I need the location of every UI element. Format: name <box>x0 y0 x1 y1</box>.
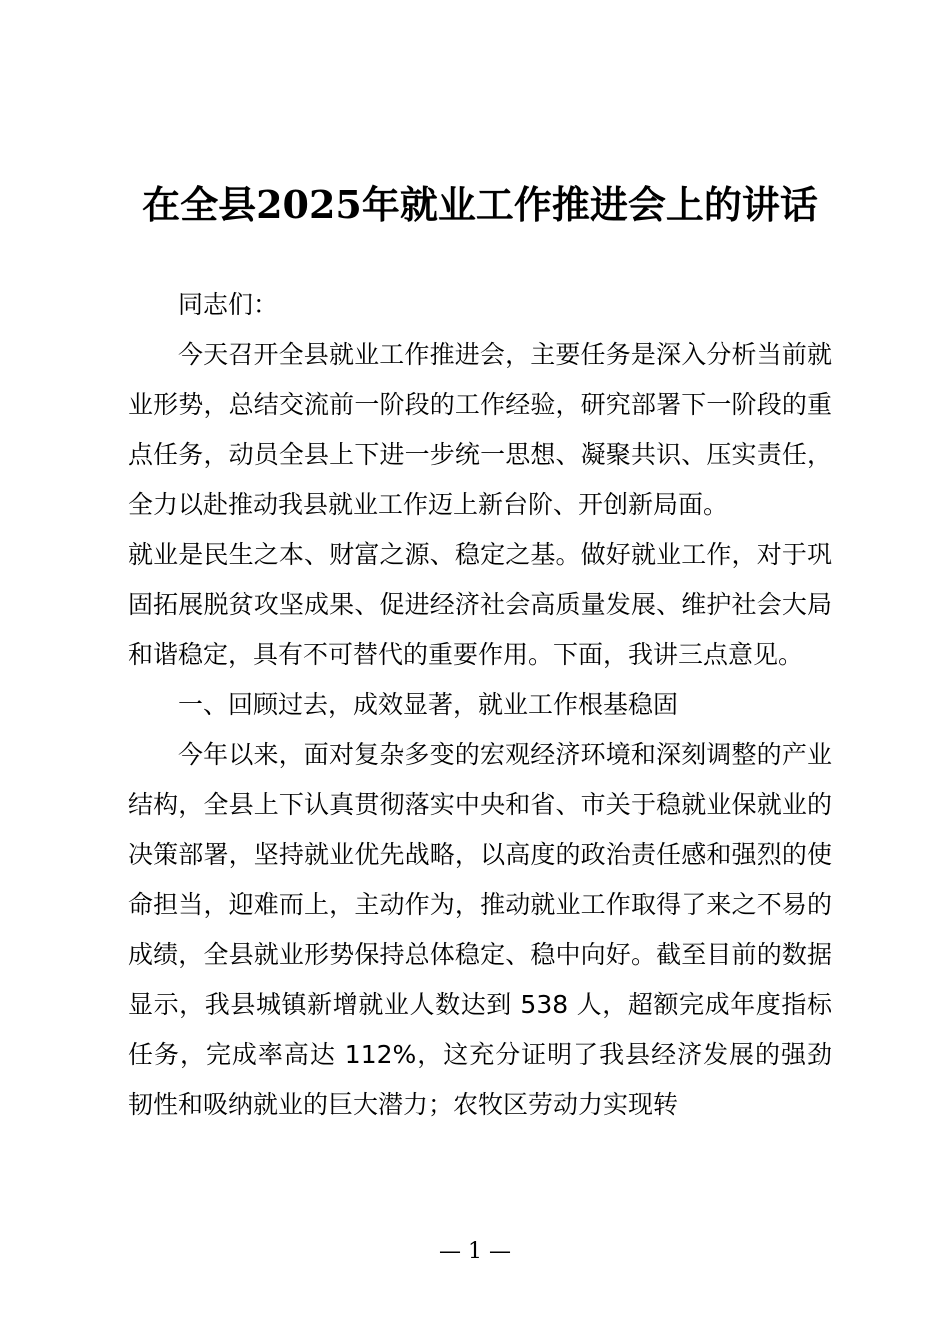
document-title: 在全县2025年就业工作推进会上的讲话 <box>142 182 818 227</box>
section-heading: 一、回顾过去，成效显著，就业工作根基稳固 <box>178 690 679 719</box>
document-body <box>128 280 832 1130</box>
body-paragraph: 今年以来，面对复杂多变的宏观经济环境和深刻调整的产业结构，全县上下认真贯彻落实中央和省、市关于稳就业保就业的决策部署，坚持就业优先战略，以高度的政治责任感和强烈的使命担当，迎难而上，主动作为，推动就业工作取得了来之不易的成绩，全县就业形势保持总体稳定、稳中向好。截至目前的数据显示，我县城镇新增就业人数达到 538 人，超额完成年度指标任务，完成率高达 112%，这充分证明了我县经济发展的强劲韧性和吸纳就业的巨大潜力；农牧区劳动力实现转 <box>128 740 832 1119</box>
page-number: — 1 — <box>439 1239 511 1264</box>
body-paragraph: 今天召开全县就业工作推进会，主要任务是深入分析当前就业形势，总结交流前一阶段的工作经验，研究部署下一阶段的重点任务，动员全县上下进一步统一思想、凝聚共识、压实责任，全力以赴推动我县就业工作迈上新台阶、开创新局面。 <box>128 340 832 519</box>
salutation: 同志们： <box>178 290 279 319</box>
body-paragraph: 就业是民生之本、财富之源、稳定之基。做好就业工作，对于巩固拓展脱贫攻坚成果、促进经济社会高质量发展、维护社会大局和谐稳定，具有不可替代的重要作用。下面，我讲三点意见。 <box>128 540 832 669</box>
